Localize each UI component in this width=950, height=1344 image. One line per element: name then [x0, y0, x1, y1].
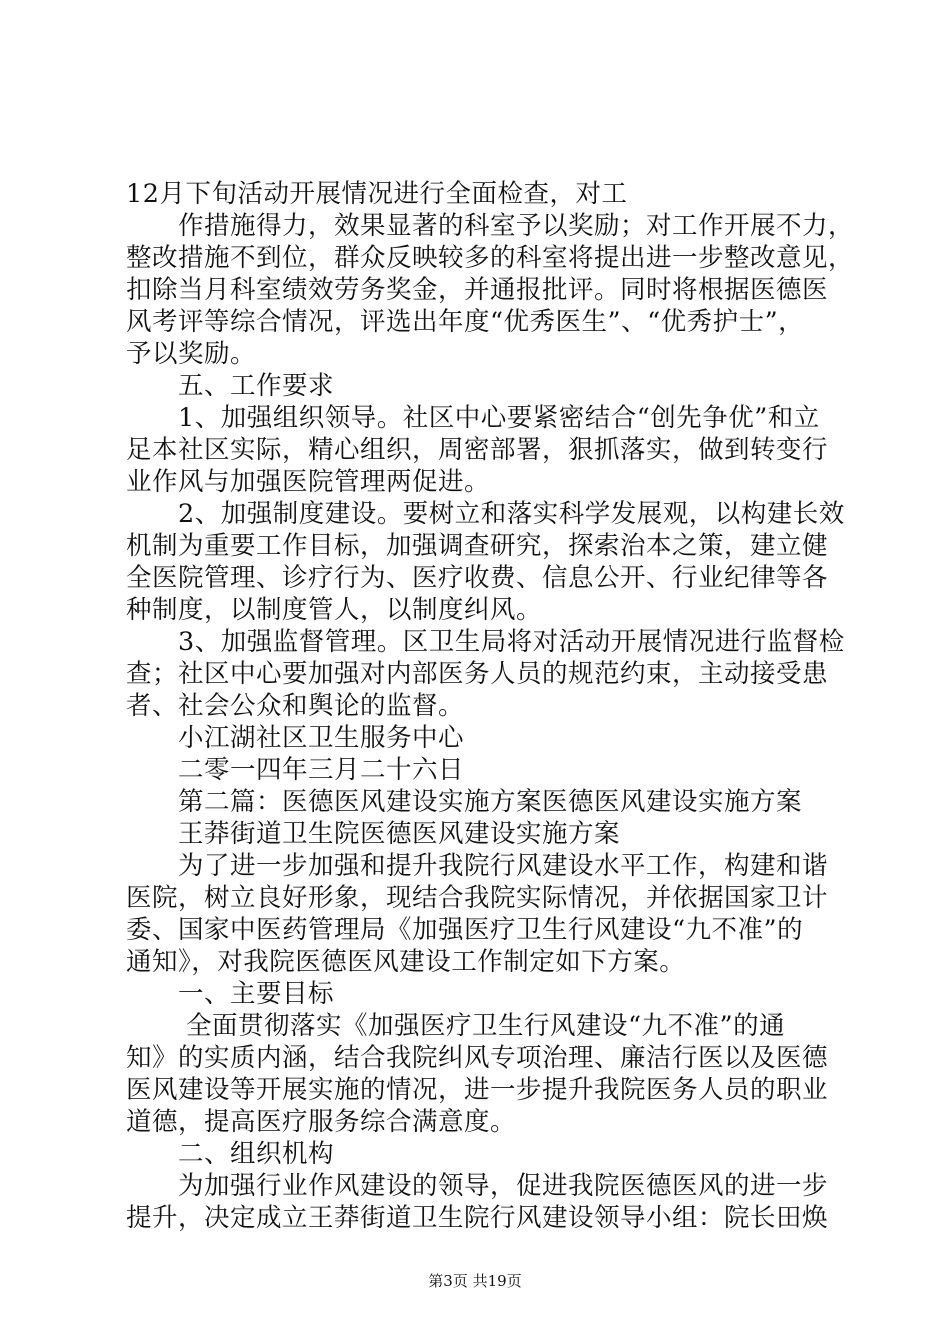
- signature-organization: 小江湖社区卫生服务中心: [178, 723, 465, 753]
- text-line: 风考评等综合情况，评选出年度“优秀医生”、“优秀护士”，: [126, 307, 805, 337]
- text-line: 机制为重要工作目标，加强调查研究，探索治本之策，建立健: [126, 531, 829, 561]
- document-title: 王莽街道卫生院医德医风建设实施方案: [178, 819, 621, 849]
- section-heading: 五、工作要求: [178, 371, 335, 401]
- text-line: 2、加强制度建设。要树立和落实科学发展观，以构建长效: [178, 499, 845, 529]
- text-line: 为加强行业作风建设的领导，促进我院医德医风的进一步: [178, 1171, 829, 1201]
- text-line: 为了进一步加强和提升我院行风建设水平工作，构建和谐: [178, 851, 829, 881]
- chapter-title: 第二篇：医德医风建设实施方案医德医风建设实施方案: [178, 787, 803, 817]
- text-line: 医风建设等开展实施的情况，进一步提升我院医务人员的职业: [126, 1075, 829, 1105]
- text-line: 道德，提高医疗服务综合满意度。: [126, 1107, 517, 1137]
- text-line: 3、加强监督管理。区卫生局将对活动开展情况进行监督检: [178, 627, 845, 657]
- section-heading: 一、主要目标: [178, 979, 335, 1009]
- text-line: 业作风与加强医院管理两促进。: [126, 467, 491, 497]
- text-line: 委、国家中医药管理局《加强医疗卫生行风建设“九不准”的: [126, 915, 804, 945]
- text-line: 提升，决定成立王莽街道卫生院行风建设领导小组：院长田焕: [126, 1203, 829, 1233]
- text-line: 全医院管理、诊疗行为、医疗收费、信息公开、行业纪律等各: [126, 563, 829, 593]
- text-line: 全面贯彻落实《加强医疗卫生行风建设“九不准”的通: [186, 1011, 786, 1041]
- text-line: 种制度，以制度管人，以制度纠风。: [126, 595, 543, 625]
- text-line: 者、社会公众和舆论的监督。: [126, 691, 465, 721]
- text-line: 12月下旬活动开展情况进行全面检查，对工: [126, 179, 628, 209]
- page-footer: 第3页 共19页: [428, 1272, 522, 1290]
- text-line: 扣除当月科室绩效劳务奖金，并通报批评。同时将根据医德医: [126, 275, 829, 305]
- text-line: 足本社区实际，精心组织，周密部署，狠抓落实，做到转变行: [126, 435, 829, 465]
- text-line: 1、加强组织领导。社区中心要紧密结合“创先争优”和立: [178, 403, 820, 433]
- section-heading: 二、组织机构: [178, 1139, 335, 1169]
- signature-date: 二零一四年三月二十六日: [178, 755, 465, 785]
- text-line: 知》的实质内涵，结合我院纠风专项治理、廉洁行医以及医德: [126, 1043, 829, 1073]
- text-line: 医院，树立良好形象，现结合我院实际情况，并依据国家卫计: [126, 883, 829, 913]
- text-line: 查；社区中心要加强对内部医务人员的规范约束，主动接受患: [126, 659, 829, 689]
- text-line: 通知》，对我院医德医风建设工作制定如下方案。: [126, 947, 686, 977]
- text-line: 作措施得力，效果显著的科室予以奖励；对工作开展不力，: [178, 211, 855, 241]
- text-line: 予以奖励。: [126, 339, 257, 369]
- text-line: 整改措施不到位，群众反映较多的科室将提出进一步整改意见，: [126, 243, 855, 273]
